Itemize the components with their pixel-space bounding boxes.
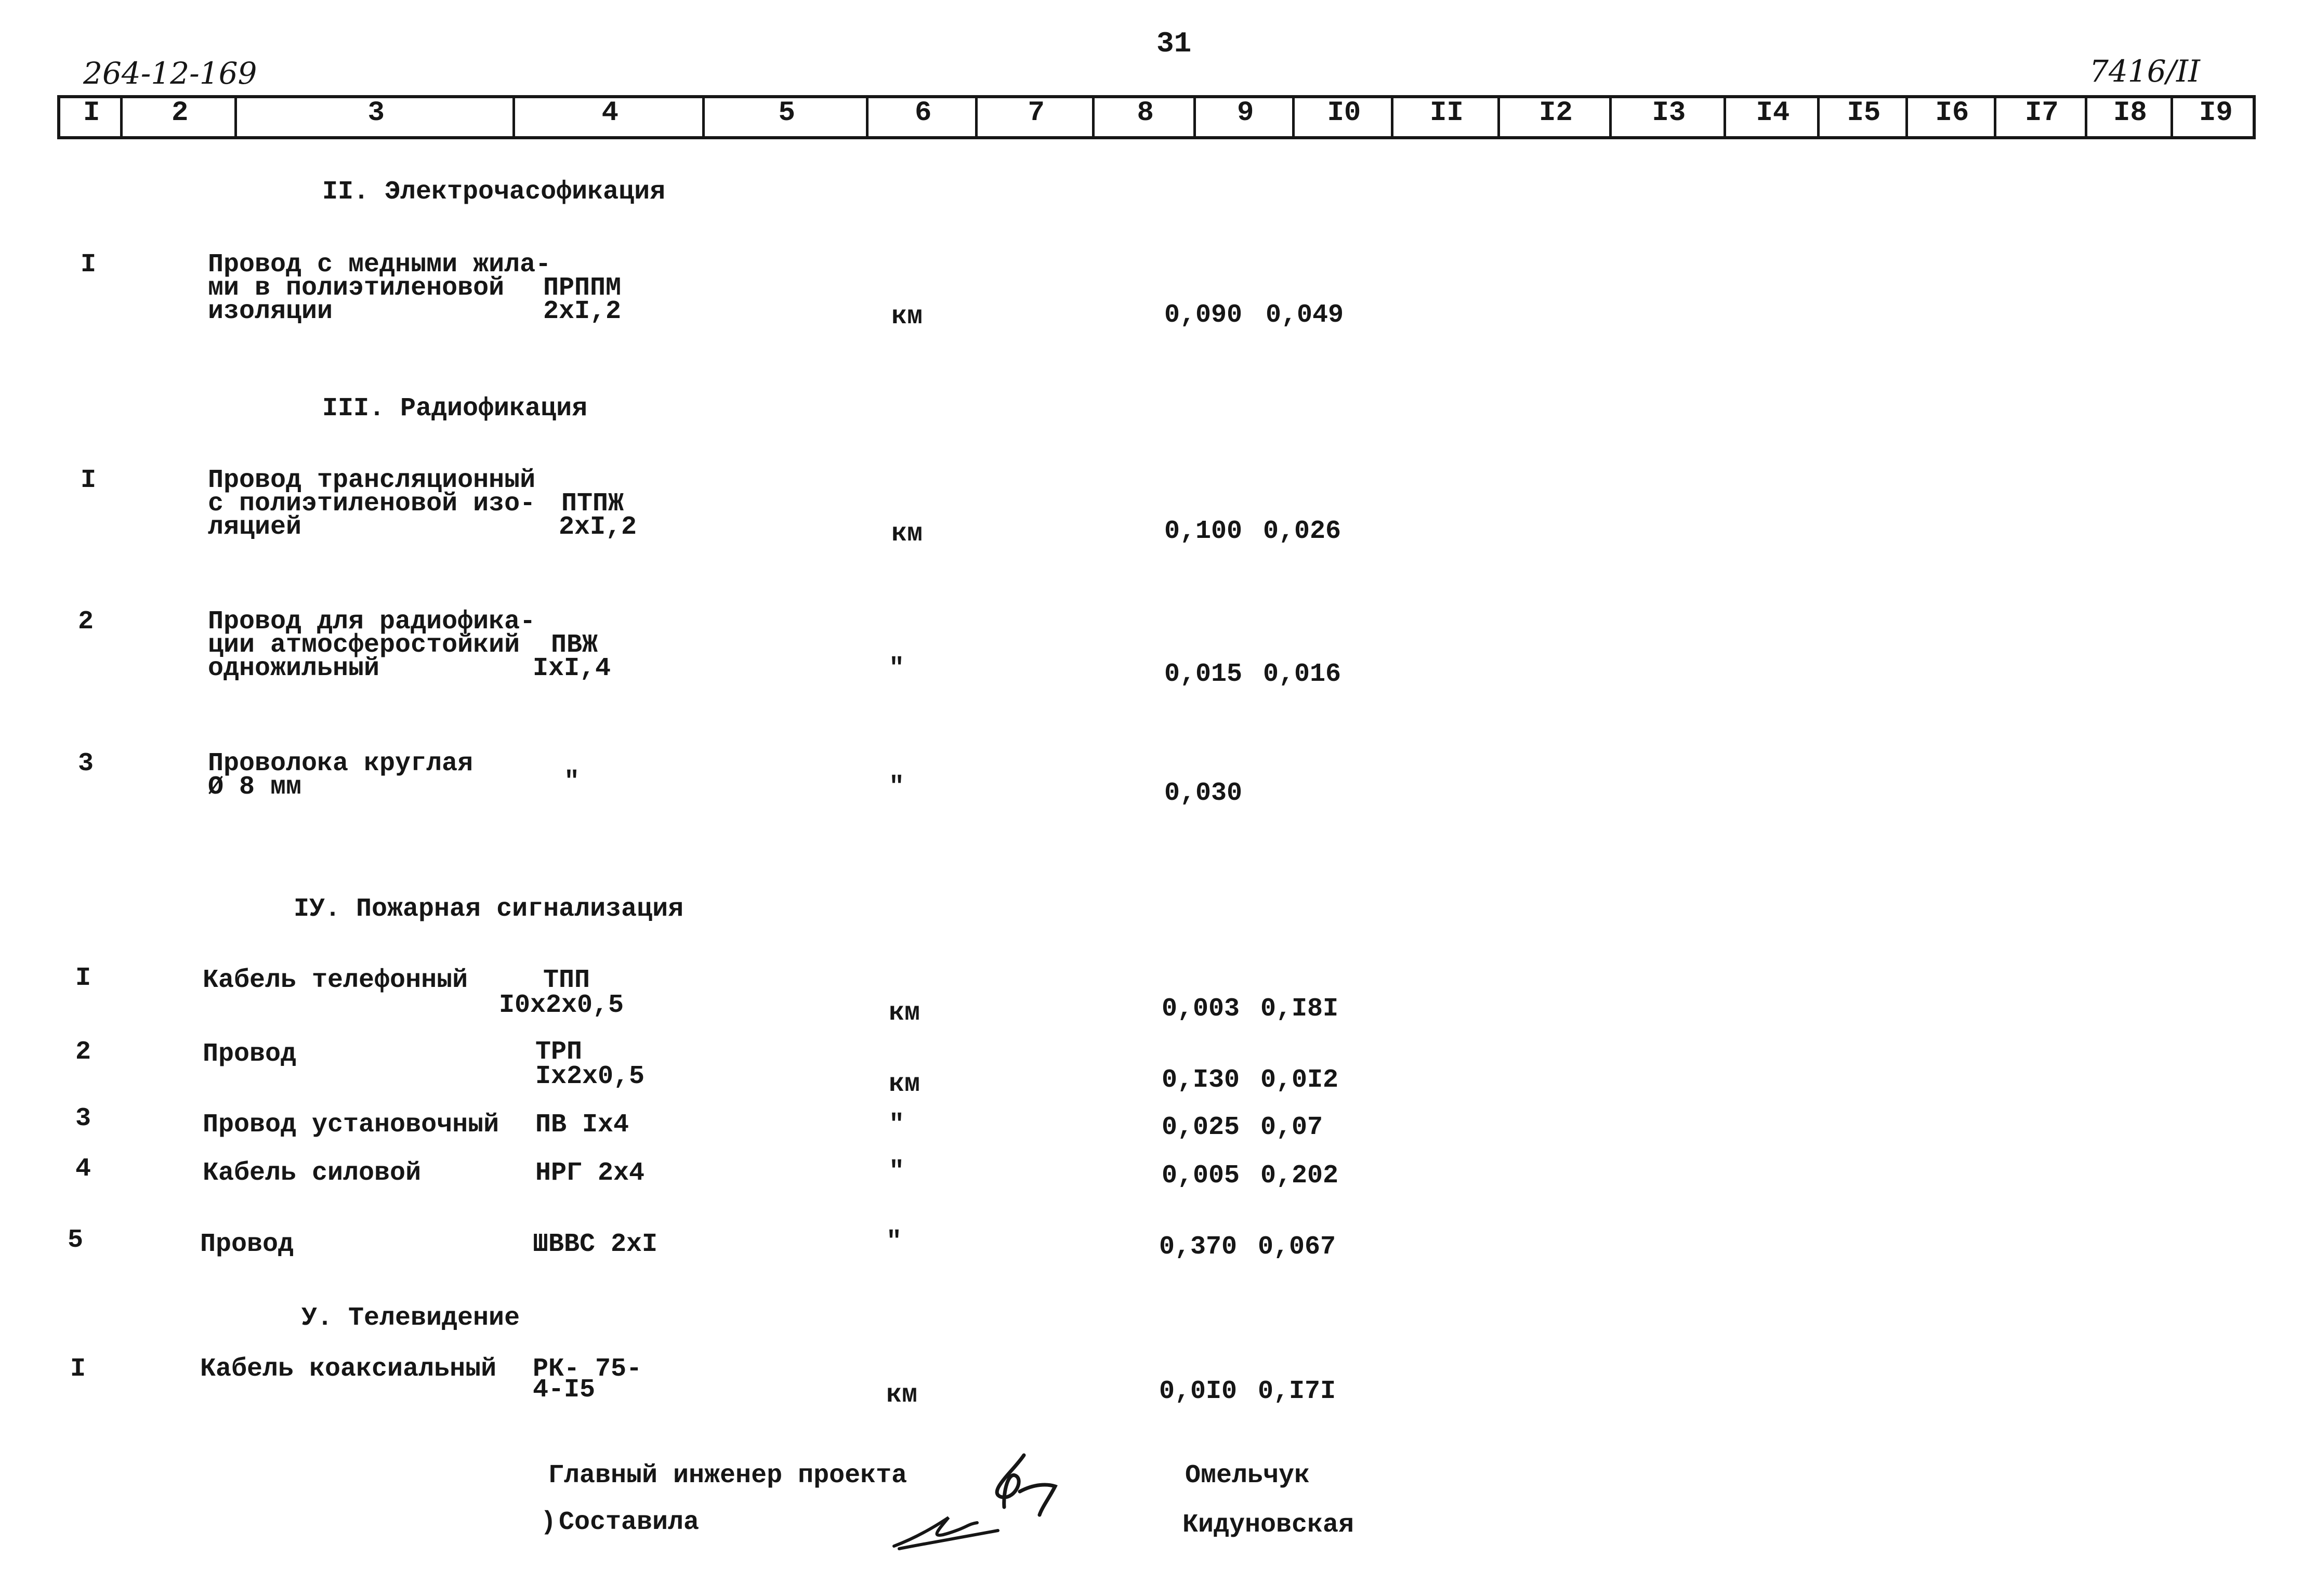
section-title-fire-alarm: IУ. Пожарная сигнализация: [294, 894, 684, 924]
column-number: I3: [1652, 97, 1686, 129]
column-header-cell: [1908, 98, 1996, 136]
item-weight: 0,049: [1266, 300, 1344, 330]
item-mark-line: РК- 75-: [533, 1354, 642, 1384]
item-quantity: 0,I30: [1162, 1065, 1240, 1095]
item-quantity: 0,370: [1159, 1232, 1238, 1262]
column-number: 9: [1237, 97, 1254, 129]
item-weight: 0,067: [1258, 1232, 1336, 1262]
item-mark-line: ПВЖ: [551, 630, 598, 660]
column-number: II: [1430, 97, 1464, 129]
column-number: I7: [2025, 97, 2059, 129]
row-number: 5: [68, 1225, 84, 1255]
item-mark-line: Iх2х0,5: [535, 1062, 645, 1091]
column-header-cell: [2173, 98, 2259, 136]
row-number: 2: [75, 1037, 91, 1067]
item-mark-line: ТПП: [543, 966, 590, 995]
column-header-cells: [60, 98, 2253, 136]
item-name-line: Проволока круглая: [208, 749, 473, 779]
column-number: I9: [2199, 97, 2233, 129]
item-quantity: 0,003: [1162, 994, 1240, 1024]
item-name-line: ми в полиэтиленовой: [208, 273, 505, 303]
column-header-cell: [1726, 98, 1820, 136]
section-title-electro-clock: II. Электрочасофикация: [322, 177, 666, 207]
item-name-line: Провод установочный: [203, 1110, 499, 1140]
item-quantity: 0,100: [1164, 517, 1243, 546]
column-number: I2: [1539, 97, 1573, 129]
column-number: 5: [778, 97, 795, 129]
item-unit: ": [889, 1157, 905, 1186]
item-unit: ": [889, 1110, 905, 1140]
item-unit: км: [891, 519, 923, 549]
item-quantity: 0,005: [1162, 1161, 1240, 1191]
item-weight: 0,07: [1260, 1113, 1323, 1142]
item-name-line: Провод трансляционный: [208, 466, 536, 495]
item-name-line: Кабель телефонный: [203, 966, 468, 995]
column-header-cell: [705, 98, 869, 136]
column-number: I4: [1756, 97, 1790, 129]
item-unit: ": [889, 654, 905, 683]
column-header-cell: [978, 98, 1095, 136]
section-title-radio: III. Радиофикация: [322, 394, 588, 424]
column-header-cell: [1393, 98, 1500, 136]
item-unit: км: [889, 1070, 920, 1099]
column-number: 3: [367, 97, 385, 129]
section-title-television: У. Телевидение: [301, 1303, 520, 1333]
compiled-by-name: Кидуновская: [1182, 1510, 1354, 1540]
item-quantity: 0,0I0: [1159, 1377, 1238, 1406]
item-quantity: 0,025: [1162, 1113, 1240, 1142]
row-number: I: [75, 964, 91, 993]
item-mark-line: 2хI,2: [543, 297, 622, 326]
item-unit: ": [889, 772, 905, 802]
column-number: 2: [172, 97, 189, 129]
item-quantity: 0,030: [1164, 779, 1243, 808]
column-header-row: [57, 95, 2256, 139]
item-name-line: изоляции: [208, 297, 333, 326]
row-number: I: [81, 250, 97, 280]
compiled-by-label-bracket: ): [541, 1508, 557, 1537]
column-header-cell: [515, 98, 705, 136]
sheet-mark: 7416/II: [2089, 54, 2200, 89]
column-number: I: [83, 97, 100, 129]
column-header-cell: [60, 98, 123, 136]
item-mark-line: I0х2х0,5: [499, 991, 624, 1020]
column-number: 7: [1028, 97, 1045, 129]
item-quantity: 0,090: [1164, 300, 1243, 330]
column-header-cell: [869, 98, 978, 136]
item-name-line: Кабель коаксиальный: [200, 1354, 497, 1384]
row-number: 3: [78, 749, 94, 779]
item-mark-line: IхI,4: [533, 654, 611, 683]
item-name-line: одножильный: [208, 654, 380, 683]
item-mark-line: ТРП: [535, 1037, 583, 1067]
item-quantity: 0,015: [1164, 659, 1243, 689]
item-name-line: Ø 8 мм: [208, 772, 302, 802]
column-header-cell: [1295, 98, 1393, 136]
row-number: 4: [75, 1154, 91, 1184]
item-unit: км: [886, 1380, 918, 1410]
item-name-line: Провод с медными жила-: [208, 250, 551, 280]
column-number: 6: [915, 97, 932, 129]
column-number: I0: [1327, 97, 1361, 129]
item-weight: 0,026: [1263, 517, 1341, 546]
column-number: I8: [2113, 97, 2147, 129]
row-number: 2: [78, 607, 94, 637]
item-mark-line: 4-I5: [533, 1375, 596, 1405]
item-mark-line: 2хI,2: [559, 512, 637, 542]
signature-stamp: [884, 1434, 1117, 1564]
item-name-line: ляцией: [208, 512, 302, 542]
column-number: 4: [601, 97, 619, 129]
compiled-by-label: Составила: [559, 1508, 700, 1537]
item-name-line: Кабель силовой: [203, 1158, 422, 1188]
chief-engineer-name: Омельчук: [1185, 1461, 1310, 1491]
document-code: 264-12-169: [83, 56, 257, 91]
item-weight: 0,I8I: [1260, 994, 1339, 1024]
item-mark-line: НРГ 2х4: [535, 1158, 645, 1188]
row-number: I: [70, 1354, 86, 1384]
column-header-cell: [2087, 98, 2173, 136]
chief-engineer-label: Главный инженер проекта: [548, 1461, 907, 1491]
column-header-cell: [1820, 98, 1908, 136]
column-header-cell: [237, 98, 515, 136]
item-weight: 0,I7I: [1258, 1377, 1336, 1406]
item-unit: ": [886, 1227, 902, 1257]
item-mark-line: ПТПЖ: [561, 489, 624, 519]
column-header-cell: [1500, 98, 1612, 136]
item-mark-line: ШВВС 2хI: [533, 1230, 658, 1259]
column-number: 8: [1137, 97, 1154, 129]
item-weight: 0,0I2: [1260, 1065, 1339, 1095]
item-name-line: ции атмосферостойкий: [208, 630, 520, 660]
column-header-cell: [1612, 98, 1726, 136]
column-number: I6: [1935, 97, 1969, 129]
column-number: I5: [1847, 97, 1881, 129]
column-header-cell: [1996, 98, 2087, 136]
item-name-line: Провод: [200, 1230, 294, 1259]
item-mark-ditto: ": [564, 767, 580, 797]
item-weight: 0,016: [1263, 659, 1341, 689]
item-name-line: Провод: [203, 1039, 297, 1069]
column-header-cell: [1196, 98, 1295, 136]
item-name-line: с полиэтиленовой изо-: [208, 489, 536, 519]
page-number: 31: [1156, 27, 1192, 60]
item-unit: км: [889, 998, 920, 1028]
item-mark-line: ПРППМ: [543, 273, 622, 303]
item-weight: 0,202: [1260, 1161, 1339, 1191]
row-number: 3: [75, 1104, 91, 1133]
column-header-cell: [1095, 98, 1196, 136]
item-mark-line: ПВ Iх4: [535, 1110, 629, 1140]
column-header-cell: [123, 98, 237, 136]
item-name-line: Провод для радиофика-: [208, 607, 536, 637]
row-number: I: [81, 466, 97, 495]
item-unit: км: [891, 302, 923, 332]
